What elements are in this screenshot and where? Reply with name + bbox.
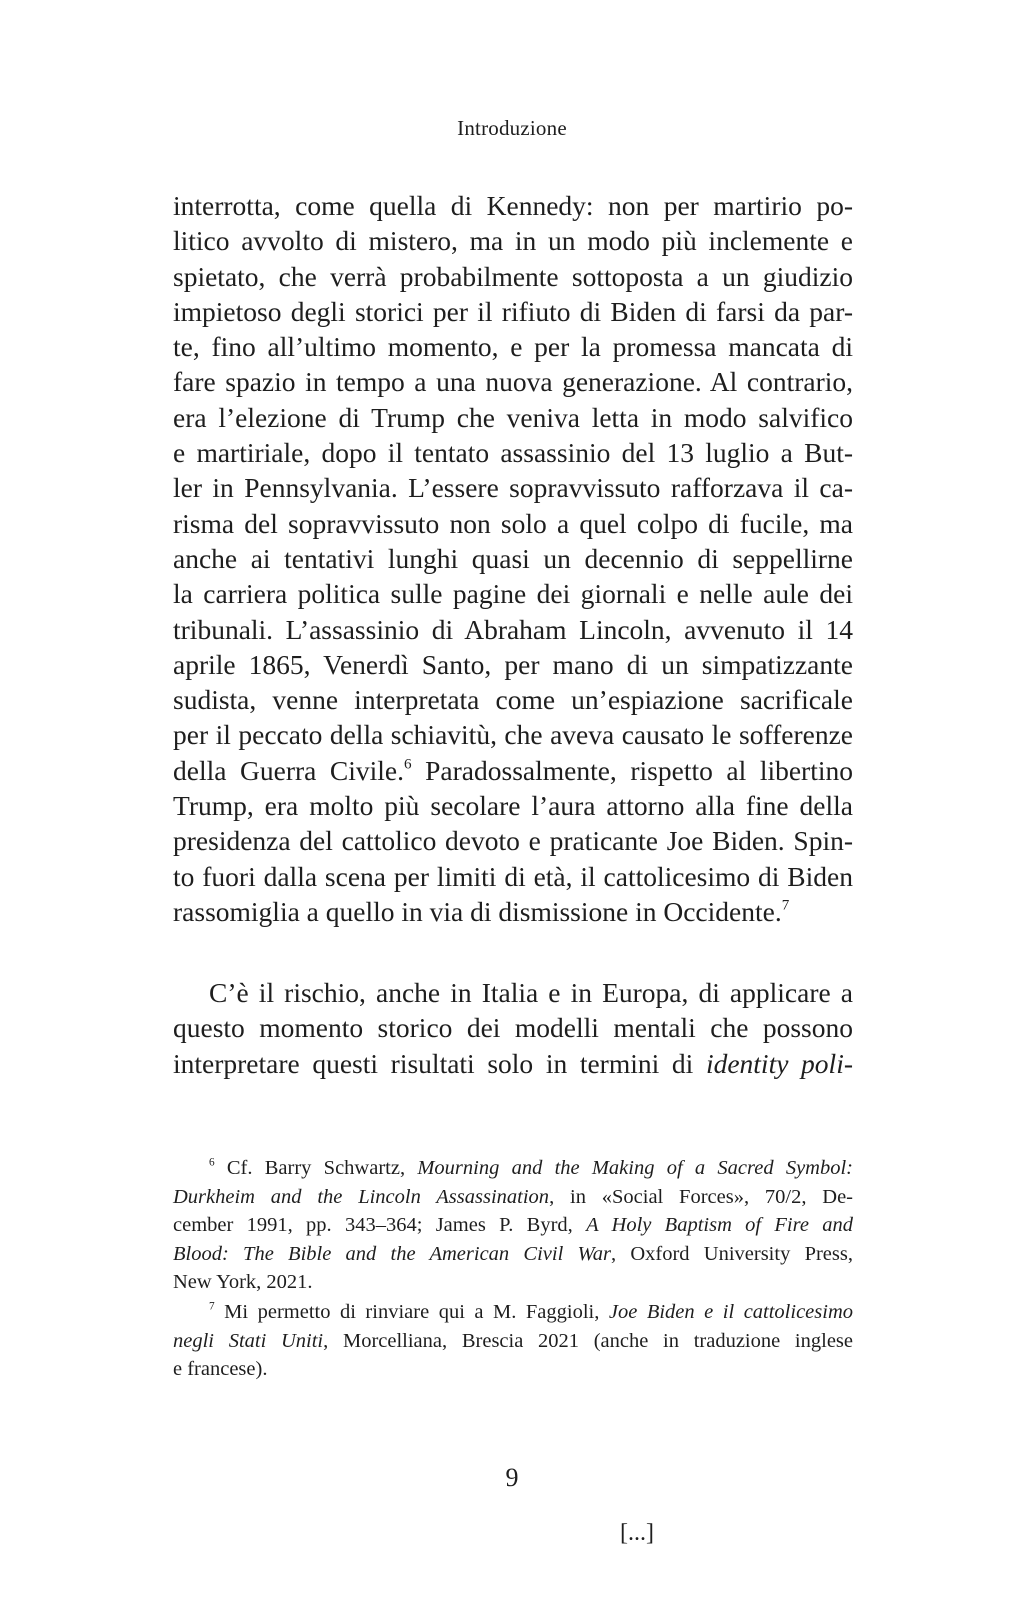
text-line: e martiriale, dopo il tentato assassinio del 13 luglio a But- (173, 437, 853, 469)
text-line: anche ai tentativi lunghi quasi un decennio di seppellirne (173, 542, 853, 574)
running-head: Introduzione (457, 116, 567, 140)
text-line: aprile 1865, Venerdì Santo, per mano di un simpatizzante (173, 648, 853, 680)
text-segment: Paradossalmente, rispetto al libertino (411, 754, 853, 786)
text-line: fare spazio in tempo a una nuova generazione. Al contrario, (173, 366, 853, 398)
italic-title: Durkheim and the Lincoln Assassination (173, 1185, 550, 1208)
footnote-reference-7[interactable]: 7 (781, 897, 790, 914)
text-line (173, 1046, 853, 1081)
italic-title: negli Stati Uniti (173, 1329, 324, 1352)
body-paragraph-1 (173, 188, 853, 929)
text-line: to fuori dalla scena per limiti di età, il cattolicesimo di Biden (173, 860, 853, 892)
text-line (173, 753, 853, 788)
footnote-line (173, 1183, 853, 1212)
text-line: era l’elezione di Trump che veniva letta in modo salvifico (173, 401, 853, 433)
text-segment: , Oxford University Press, (610, 1242, 853, 1265)
text-line: risma del sopravvissuto non solo a quel colpo di fucile, ma (173, 507, 853, 539)
italic-title: A Holy Baptism of Fire and (586, 1214, 853, 1236)
text-line: per il peccato della schiavitù, che aveva causato le sofferenze (173, 719, 853, 751)
text-segment: , in «Social Forces», 70/2, De- (549, 1185, 853, 1208)
text-segment: , Morcelliana, Brescia 2021 (anche in traduzione inglese (323, 1329, 853, 1352)
footnote-line (173, 1240, 853, 1269)
text-segment: cember 1991, pp. 343–364; James P. Byrd, (173, 1214, 587, 1236)
text-line: spietato, che verrà probabilmente sottoposta a un giudizio (173, 260, 853, 292)
text-line: sudista, venne interpretata come un’espiazione sacrificale (173, 684, 853, 716)
text-line: te, fino all’ultimo momento, e per la promessa mancata di (173, 331, 853, 363)
text-line: litico avvolto di mistero, ma in un modo più inclemente e (173, 225, 853, 257)
text-segment: Cf. Barry Schwartz, (214, 1157, 418, 1179)
footnote-number: 7 (209, 1300, 215, 1313)
italic-title: Joe Biden e il cattolicesimo (608, 1301, 853, 1323)
text-segment: interpretare questi risultati solo in termini di (173, 1047, 706, 1079)
footnote-line: New York, 2021. (173, 1271, 313, 1293)
footnote-6 (173, 1154, 853, 1297)
page-number: 9 (505, 1463, 519, 1492)
footnote-line: e francese). (173, 1358, 268, 1380)
footnote-number: 6 (209, 1156, 215, 1169)
text-segment: della Guerra Civile. (173, 754, 404, 786)
body-paragraph-2 (173, 975, 853, 1081)
text-line: C’è il rischio, anche in Italia e in Europa, di applicare a (209, 977, 853, 1008)
footnote-line (173, 1327, 853, 1356)
footnote-line (173, 1154, 853, 1183)
text-line: presidenza del cattolico devoto e praticante Joe Biden. Spin- (173, 825, 853, 857)
text-line: Trump, era molto più secolare l’aura attorno alla fine della (173, 790, 853, 822)
text-line: questo momento storico dei modelli mentali che possono (173, 1012, 853, 1044)
text-line: la carriera politica sulle pagine dei giornali e nelle aule dei (173, 578, 853, 610)
text-segment: Mi permetto di rinviare qui a M. Faggioli, (214, 1301, 609, 1323)
continuation-marker: [...] (620, 1520, 654, 1546)
text-segment: rassomiglia a quello in via di dismissione in Occidente. (173, 895, 782, 927)
text-line: interrotta, come quella di Kennedy: non per martirio po- (173, 190, 853, 221)
italic-title: Blood: The Bible and the American Civil War (173, 1242, 611, 1265)
text-line: ler in Pennsylvania. L’essere sopravvissuto rafforzava il ca- (173, 472, 853, 504)
italic-term: identity poli- (705, 1047, 853, 1079)
italic-title: Mourning and the Making of a Sacred Symbol: (417, 1157, 853, 1179)
text-line: impietoso degli storici per il rifiuto di Biden di farsi da par- (173, 295, 853, 327)
footnote-reference-6[interactable]: 6 (404, 756, 412, 773)
footnote-line (173, 1211, 853, 1240)
footnote-line (173, 1298, 853, 1327)
text-line: tribunali. L’assassinio di Abraham Lincoln, avvenuto il 14 (173, 613, 853, 645)
text-line (173, 894, 853, 929)
footnote-7 (173, 1298, 853, 1384)
